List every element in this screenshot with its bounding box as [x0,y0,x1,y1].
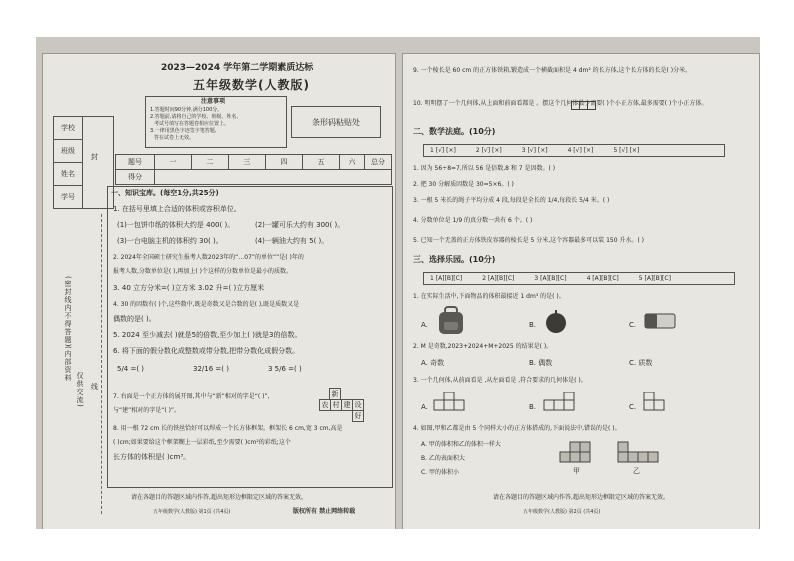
exam-page-2 [402,53,760,529]
choice-4-opt: B. 乙的表面积大 [421,455,465,462]
choice-4: 4. 如图,甲和乙都是由 5 个同样大小的正方体搭成的,下面说法中,错误的是( )。 [413,425,621,432]
notice-line: 3.一律用黑色字迹签字笔答题, [150,128,217,134]
question-7-line1: 7. 右面是一个正方体的展开图,其中与“新”相对的字是“( )”, [113,393,270,400]
score-header: 一 [154,154,192,170]
subject-title: 五年级数学(人教版) [193,78,310,92]
score-row-label: 得分 [115,169,155,185]
page-footer: 五年级数学(人教版) 第1页 (共4页) [153,509,231,515]
judge-5: 5. 已知一个无盖的正方体铁皮容器的棱长是 5 分米,这个容器最多可以装 150 升水。( ) [413,237,645,244]
question-1: 1. 在括号里填上合适的体积或容积单位。 [113,205,241,213]
side-field-class: 班级 [53,139,83,163]
question-4-line1: 4. 30 的因数有( )个,这些数中,既是奇数又是合数的是( ),既是质数又是 [113,301,300,308]
side-field-id: 学号 [53,185,83,209]
score-header: 三 [228,154,266,170]
question-4-line2: 偶数的是( )。 [113,315,156,323]
question-6: 6. 将下面的假分数化成整数或带分数,把带分数化成假分数。 [113,347,300,355]
cube-figure-jia [559,440,599,468]
score-header: 总分 [364,154,392,170]
choice-answer[interactable]: 1 [A][B][C] [430,275,463,282]
net-cell: 新 [329,388,341,400]
choice-3-opt: B. [529,403,537,411]
question-5: 5. 2024 至少减去( )就是5的倍数,至少加上( )就是3的倍数。 [113,331,302,339]
choice-1-opt: A. [421,321,428,329]
seal-line [101,214,102,514]
question-10: 10. 明明摆了一个几何体,从上面和前面看都是 。摆这个几何体最少需要( )个小正方体,最多需要( )个小正方体。 [413,100,708,107]
q10-shape [571,96,597,115]
judge-3: 3. 一根 5 米长的绳子平均分成 4 段,每段是全长的 1/4,每段长 5/4 米。( ) [413,197,610,204]
choice-4-opt: C. 甲的体积小 [421,469,460,476]
barcode-label: 条形码粘贴处 [312,117,360,127]
question-1c: (3)一台电脑主机的体积约 30( )。 [117,237,223,245]
question-2-line2: 报考人数,分数单位是( ),再加上( )个这样的分数单位是最小的质数。 [113,268,292,275]
question-1b: (2)一罐可乐大约有 300( )。 [255,221,345,229]
notice-title: 注意事项 [201,98,226,105]
net-cell: 农 [319,399,331,411]
cube-figure-a [433,392,473,416]
judge-2: 2. 把 30 分解质因数是 30=5×6。( ) [413,181,514,188]
net-cell: 设 [352,399,364,411]
score-header: 四 [265,154,303,170]
choice-3: 3. 一个几何体,从前面看是 ,从左面看是 ,符合要求的几何体是( )。 [413,377,587,384]
choice-1-opt: C. [629,321,637,329]
cube-figure-b [543,392,583,416]
notice-line: 答在试卷上无效。 [154,135,195,141]
question-9: 9. 一个棱长是 60 cm 的正方体铁箱,锻造成一个横截面积是 4 dm² 的长方体,这个长方体的长是( )分米。 [413,67,692,74]
fraction-item: 32/16 =( ) [193,365,229,373]
judge-answer[interactable]: 1 [√] [×] [430,147,456,154]
exam-page-1 [42,53,396,529]
eraser-image [643,310,677,334]
choice-answer[interactable]: 5 [A][B][C] [638,275,671,282]
choice-3-opt: A. [421,403,428,411]
notice-line: 2.答题前,请将自己的学校、班级、姓名、 [150,114,242,120]
barcode-area [291,106,381,138]
question-1a: (1)一包饼巾纸的体积大约是 400( )。 [117,221,235,229]
exam-photo [36,37,760,529]
question-1d: (4)一辆油大约有 5( )。 [255,237,329,245]
choice-answer[interactable]: 4 [A][B][C] [586,275,619,282]
internal-note: 仅供交流) [76,372,84,408]
section-1-title: 一、知识宝库。(每空1分,共25分) [111,189,219,197]
internal-note: (内部资料 [64,346,72,382]
page-footer: 五年级数学(人教版) 第2页 (共4页) [523,509,601,515]
judge-answer[interactable]: 4 [√] [×] [567,147,594,154]
answer-area-warning: 请在各题目的答题区域内作答,超出矩形边框限定区域的答案无效。 [131,494,307,501]
choice-2-opt: B. 偶数 [529,359,553,367]
score-header: 题号 [115,154,155,170]
choice-3-opt: C. [629,403,637,411]
figure-label-jia: 甲 [573,467,580,475]
choice-2-opt: C. 质数 [629,359,653,367]
choice-2-opt: A. 奇数 [421,359,445,367]
seal-mark: 线 [91,383,98,391]
figure-label-yi: 乙 [633,467,640,475]
net-cell: 好 [352,410,364,422]
question-8-line2: ( )cm;如果要给这个框架糊上一层彩纸,至少需要( )cm²的彩纸;这个 [113,439,291,446]
score-header: 五 [302,154,340,170]
notice-box [145,96,287,148]
apple-image [543,308,569,338]
backpack-image [435,306,469,340]
net-cell: 村 [330,399,342,411]
judge-4: 4. 分数单位是 1/9 的真分数一共有 6 个。( ) [413,217,533,224]
question-8-line3: 长方体的体积是( )cm³。 [113,453,191,461]
net-cell: 建 [341,399,353,411]
choice-answer[interactable]: 2 [A][B][C] [482,275,515,282]
judge-1: 1. 因为 56÷8=7,所以 56 是倍数,8 和 7 是因数。( ) [413,165,556,172]
judge-answer-bar [423,144,725,157]
copyright-note: 版权所有 禁止网络转载 [293,508,356,515]
choice-2: 2. M 是奇数,2023+2024+M+2025 的结果是( )。 [413,343,553,350]
section-3-title: 三、选择乐园。(10分) [413,255,496,264]
score-cells [154,169,392,185]
seal-mark: 封 [91,153,98,161]
judge-answer[interactable]: 2 [√] [×] [475,147,502,154]
seal-note: (密封线内不得答题) [64,276,72,348]
question-3: 3. 40 立方分米=( )立方米 3.02 升=( )立方厘米 [113,284,265,292]
cube-figure-yi [617,440,667,468]
fraction-item: 3 5/6 =( ) [268,365,302,373]
score-header: 二 [191,154,229,170]
side-field-name: 姓名 [53,162,83,186]
judge-answer[interactable]: 3 [√] [×] [521,147,548,154]
judge-answer[interactable]: 5 [√] [×] [613,147,640,154]
fraction-item: 5/4 =( ) [117,365,145,373]
answer-area-warning: 请在各题目的答题区域内作答,超出矩形边框限定区域的答案无效。 [493,494,669,501]
question-7-line2: 与“建”相对的字是“( )”。 [113,407,181,414]
cube-figure-c [643,392,683,416]
side-field-school: 学校 [53,116,83,140]
score-header: 六 [339,154,365,170]
choice-1: 1. 在实际生活中,下面物品的体积最接近 1 dm³ 的是( )。 [413,293,565,300]
notice-line: 考试号填写在答题卷相应位置上。 [154,121,230,127]
choice-answer-bar [423,272,735,285]
question-2-line1: 2. 2024年全国硕士研究生报考人数2023年的“…07”的单位“”是( )年的 [113,254,304,261]
section-2-title: 二、数学法庭。(10分) [413,127,496,136]
question-8-line1: 8. 用一根 72 cm 长的铁丝恰好可以焊成一个长方体框架。框架长 6 cm,宽 3 cm,高是 [113,425,343,432]
choice-1-opt: B. [529,321,537,329]
choice-4-opt: A. 甲的体积和乙的体积一样大 [421,441,501,448]
choice-answer[interactable]: 3 [A][B][C] [534,275,567,282]
exam-title: 2023—2024 学年第二学期素质达标 [161,63,314,73]
notice-line: 1.答题时间90分钟,满分100分。 [150,107,223,113]
